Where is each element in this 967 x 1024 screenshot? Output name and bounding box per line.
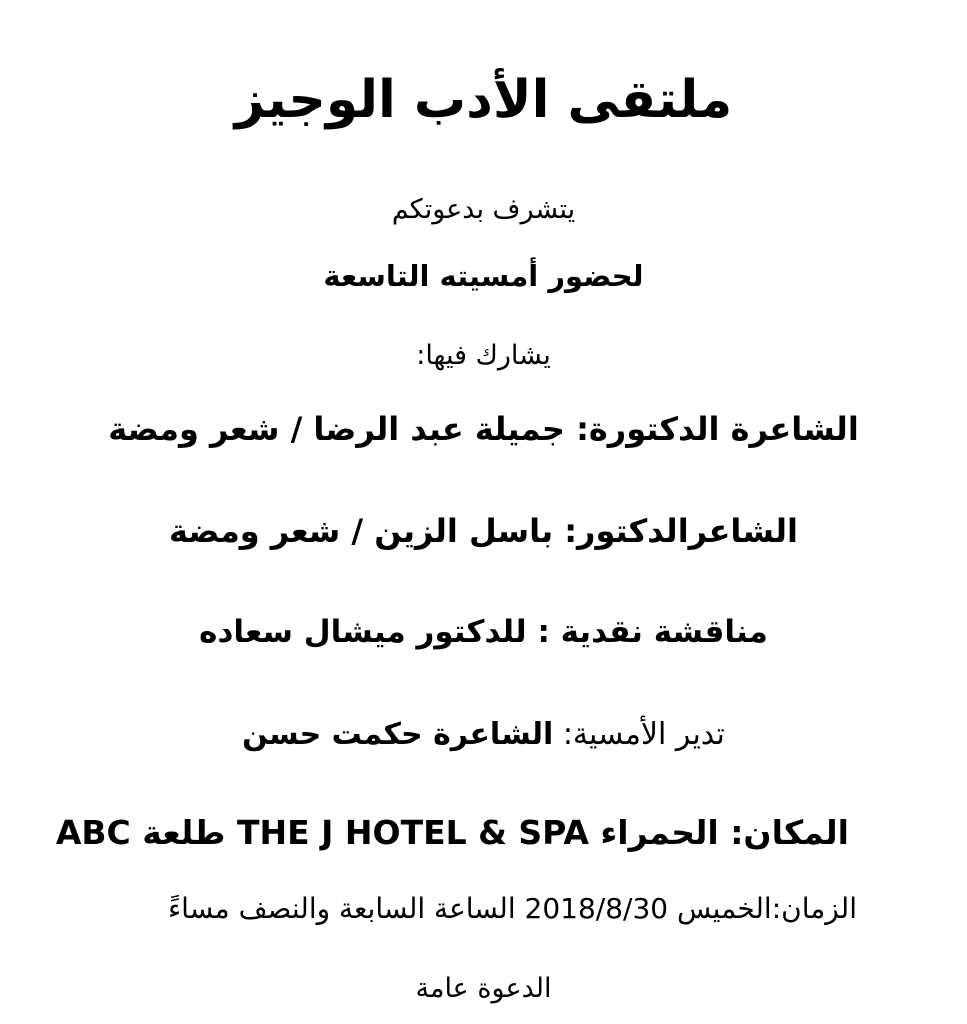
evening-line: لحضور أمسيته التاسعة — [323, 259, 644, 293]
venue-area: الحمراء — [600, 813, 719, 852]
participant-2: الشاعرالدكتور: باسل الزين / شعر ومضة — [169, 512, 798, 550]
moderator-line — [0, 717, 967, 752]
venue-street: طلعة — [142, 813, 226, 852]
moderator-name: الشاعرة حكمت حسن — [242, 717, 554, 752]
time-day: الخميس — [676, 892, 772, 925]
venue-label: المكان: — [730, 813, 849, 852]
time-label: الزمان: — [771, 892, 857, 925]
invite-line: يتشرف بدعوتكم — [391, 194, 576, 225]
participant-1: الشاعرة الدكتورة: جميلة عبد الرضا / شعر ومضة — [108, 410, 859, 448]
venue-hotel: THE J HOTEL & SPA — [236, 813, 589, 852]
participants-intro: يشارك فيها: — [416, 340, 551, 371]
critical-discussion: مناقشة نقدية : للدكتور ميشال سعاده — [199, 614, 768, 650]
time-date: 2018/8/30 — [524, 892, 669, 925]
public-invitation: الدعوة عامة — [415, 973, 552, 1004]
moderator-label: تدير الأمسية: — [562, 717, 725, 752]
venue-line — [55, 813, 849, 852]
time-line — [168, 892, 857, 925]
time-hour: الساعة السابعة والنصف مساءً — [168, 892, 516, 925]
venue-code: ABC — [55, 813, 131, 852]
page-title: ملتقى الأدب الوجيز — [234, 70, 733, 130]
